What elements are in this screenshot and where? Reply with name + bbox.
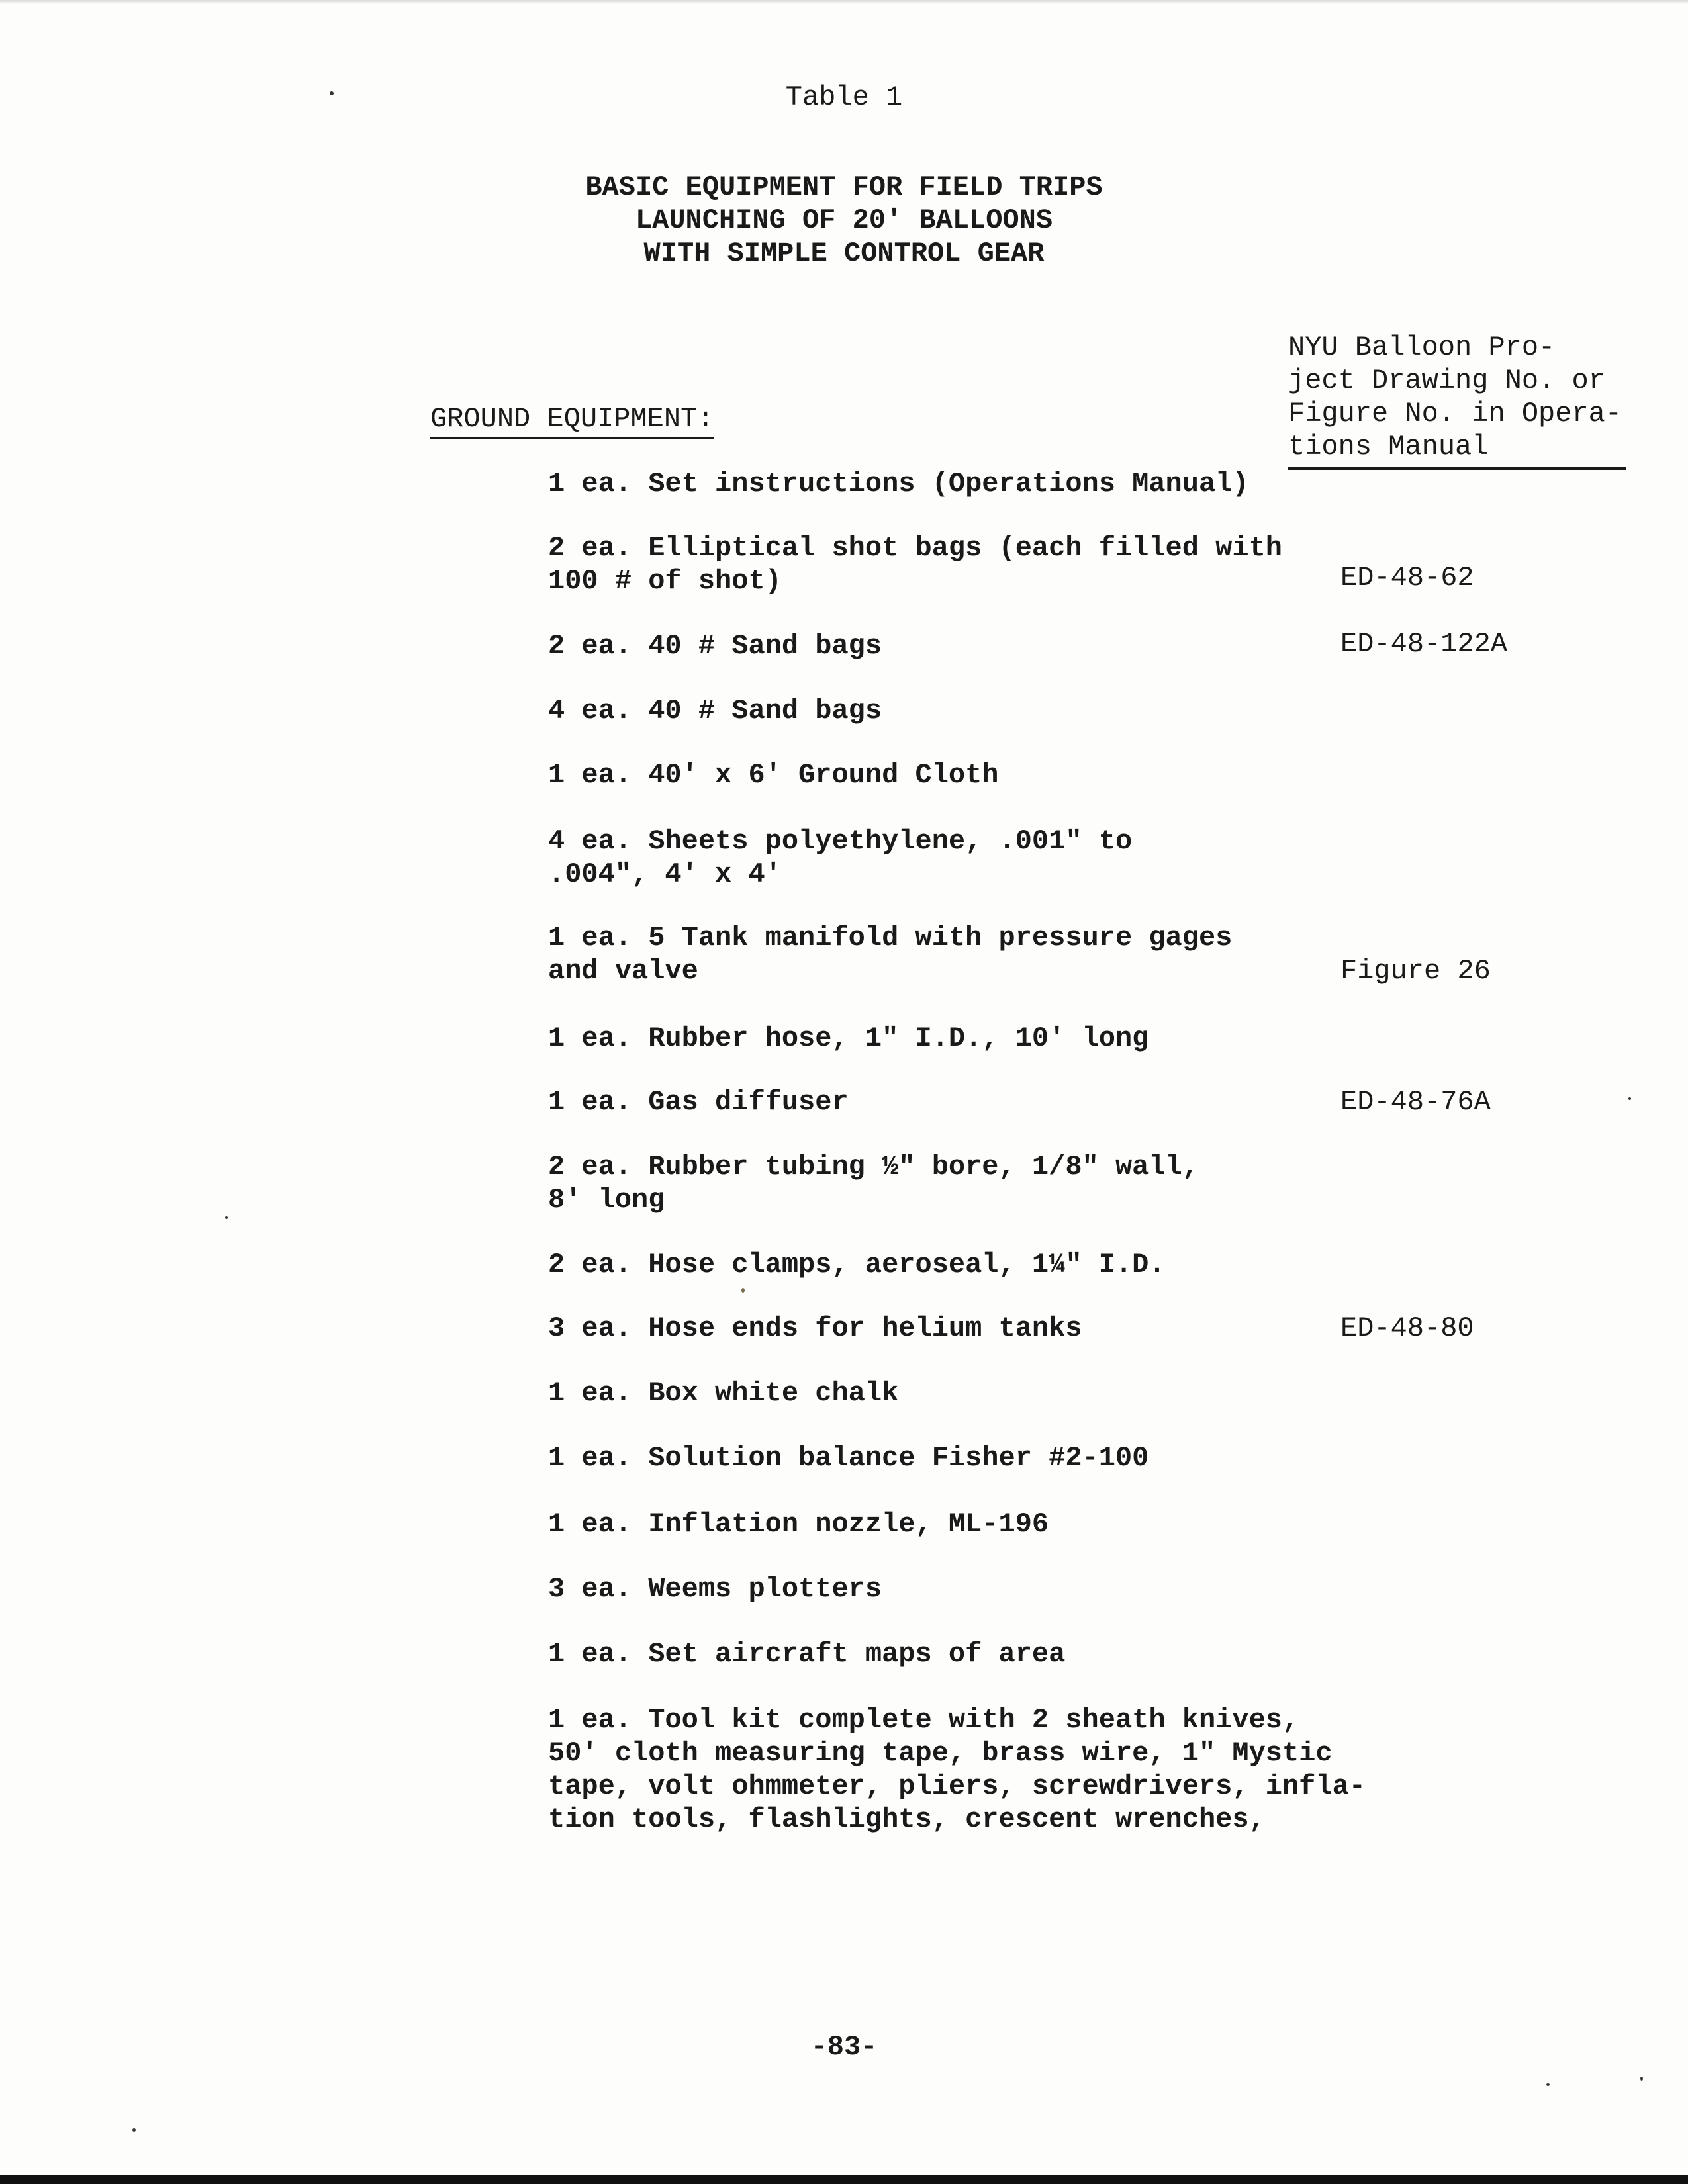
scan-speck	[225, 1216, 228, 1219]
item-line: 1 ea. Inflation nozzle, ML-196	[548, 1508, 1049, 1540]
list-item	[548, 1377, 898, 1410]
list-item	[548, 1441, 1149, 1475]
item-line: 1 ea. Box white chalk	[548, 1377, 899, 1409]
item-reference: Figure 26	[1340, 955, 1491, 987]
item-line: 50' cloth measuring tape, brass wire, 1" Mystic	[548, 1737, 1333, 1769]
list-item	[548, 1022, 1149, 1055]
table-label: Table 1	[785, 81, 903, 113]
item-line: tape, volt ohmmeter, pliers, screwdrivers, infla-	[548, 1770, 1366, 1802]
item-line: 1 ea. 5 Tank manifold with pressure gages	[548, 922, 1233, 954]
item-line: and valve	[548, 955, 698, 987]
item-line: 2 ea. Hose clamps, aeroseal, 1¼" I.D.	[548, 1249, 1166, 1281]
item-line: 1 ea. Rubber hose, 1" I.D., 10' long	[548, 1023, 1149, 1054]
item-line: 3 ea. Weems plotters	[548, 1573, 882, 1605]
reference-header-line-2: ject Drawing No. or	[1288, 365, 1605, 396]
item-line: 2 ea. Rubber tubing ½" bore, 1/8" wall,	[548, 1151, 1199, 1183]
item-line: 1 ea. Tool kit complete with 2 sheath knives,	[548, 1704, 1299, 1736]
item-reference: ED-48-76A	[1340, 1086, 1491, 1118]
list-item	[548, 1704, 1366, 1836]
item-line: 8' long	[548, 1184, 665, 1216]
title-line-2: LAUNCHING OF 20' BALLOONS	[635, 205, 1053, 236]
item-reference: ED-48-122A	[1340, 628, 1508, 660]
list-item	[548, 531, 1282, 598]
list-item	[548, 1508, 1049, 1541]
list-item	[548, 1637, 1065, 1670]
list-item	[548, 694, 882, 727]
item-line: 1 ea. Solution balance Fisher #2-100	[548, 1442, 1149, 1474]
reference-header-line-3: Figure No. in Opera-	[1288, 398, 1622, 430]
scan-top-edge	[0, 0, 1688, 4]
item-line: .004", 4' x 4'	[548, 858, 782, 890]
title-line-1: BASIC EQUIPMENT FOR FIELD TRIPS	[585, 171, 1103, 203]
reference-header-line-4: tions Manual	[1288, 431, 1489, 463]
item-line: 1 ea. Set aircraft maps of area	[548, 1638, 1066, 1670]
item-line: 4 ea. Sheets polyethylene, .001" to	[548, 825, 1133, 857]
list-item	[548, 629, 882, 662]
item-line: 3 ea. Hose ends for helium tanks	[548, 1312, 1082, 1344]
scan-speck	[1628, 1097, 1631, 1100]
list-item	[548, 758, 999, 792]
page-number: -83-	[810, 2031, 878, 2063]
scan-bottom-edge	[0, 2175, 1688, 2184]
list-item	[548, 921, 1232, 987]
list-item	[548, 467, 1249, 500]
list-item	[548, 1248, 1166, 1281]
item-line: 2 ea. 40 # Sand bags	[548, 630, 882, 662]
item-line: 4 ea. 40 # Sand bags	[548, 695, 882, 727]
list-item	[548, 825, 1132, 891]
list-item	[548, 1312, 1082, 1345]
scan-speck	[741, 1288, 745, 1293]
title-line-3: WITH SIMPLE CONTROL GEAR	[643, 238, 1045, 269]
item-line: 100 # of shot)	[548, 565, 782, 597]
item-line: 1 ea. Gas diffuser	[548, 1086, 849, 1118]
scan-speck	[1546, 2083, 1550, 2086]
item-reference: ED-48-62	[1340, 562, 1474, 594]
item-line: 1 ea. 40' x 6' Ground Cloth	[548, 759, 999, 791]
section-heading: GROUND EQUIPMENT:	[430, 402, 714, 439]
scan-speck	[132, 2128, 136, 2132]
item-line: tion tools, flashlights, crescent wrenches,	[548, 1803, 1266, 1835]
item-reference: ED-48-80	[1340, 1312, 1474, 1344]
reference-header-line-1: NYU Balloon Pro-	[1288, 332, 1556, 363]
scan-speck	[1640, 2077, 1643, 2081]
item-line: 1 ea. Set instructions (Operations Manual)	[548, 468, 1249, 500]
list-item	[548, 1150, 1199, 1216]
item-line: 2 ea. Elliptical shot bags (each filled with	[548, 532, 1282, 564]
reference-column-header	[1288, 331, 1626, 470]
list-item	[548, 1572, 882, 1606]
list-item	[548, 1085, 849, 1118]
